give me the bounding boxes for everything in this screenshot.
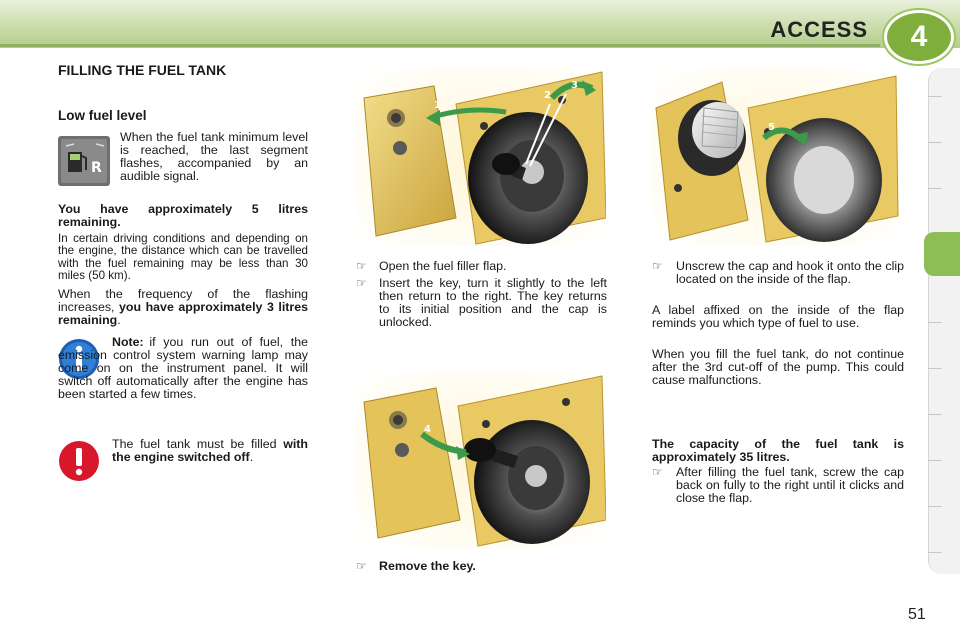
section-title: FILLING THE FUEL TANK — [58, 62, 227, 78]
step-open-flap: Open the fuel filler flap. — [379, 259, 507, 273]
chapter-number-badge: 4 — [884, 10, 954, 64]
flash-text: When the frequency of the flashing increases, — [58, 287, 308, 314]
fig3-label-4: 4 — [424, 424, 431, 435]
flash-bold: you have approximately 3 litres remaining — [58, 300, 308, 327]
bullet-icon: ☞ — [356, 559, 367, 573]
remaining-5-litres: You have approximately 5 litres remaining. — [58, 202, 308, 229]
tank-capacity-text: The capacity of the fuel tank is approximately 35 litres. — [652, 437, 904, 464]
side-tab-divider — [928, 368, 942, 369]
low-fuel-warning-text: When the fuel tank minimum level is reached, the last segment flashes, accompanied by an audible signal. — [120, 130, 308, 183]
step-remove-key: Remove the key. — [379, 559, 476, 573]
note-label: Note: — [112, 335, 144, 349]
side-tab-divider — [928, 96, 942, 97]
fig1-label-2: 2 — [544, 90, 551, 101]
svg-text:R: R — [91, 160, 102, 176]
figure-open-flap-key — [356, 68, 606, 246]
flash-paragraph — [58, 288, 308, 327]
fuel-type-label-text: A label affixed on the inside of the flap reminds you which type of fuel to use. — [652, 303, 904, 330]
warning-text: The fuel tank must be filled — [112, 437, 277, 451]
note-text: if you run out of fuel, the emission control system warning lamp may come on on the instrument panel. It will switch off automatically after the engine has been started a few times. — [58, 335, 308, 401]
fig1-label-1: 1 — [434, 100, 441, 111]
bullet-icon: ☞ — [652, 259, 663, 273]
figure-remove-key — [356, 372, 606, 548]
bullet-icon: ☞ — [652, 465, 663, 479]
pump-cutoff-text: When you fill the fuel tank, do not continue after the 3rd cut-off of the pump. This could cause malfunctions. — [652, 347, 904, 387]
bullet-icon: ☞ — [356, 276, 367, 290]
side-tab-divider — [928, 188, 942, 189]
side-tab-divider — [928, 506, 942, 507]
chapter-title: ACCESS — [770, 17, 868, 42]
side-tab-divider — [928, 414, 942, 415]
side-tab-current-chapter[interactable] — [924, 232, 960, 276]
note-paragraph — [58, 336, 308, 401]
chapter-side-tabs — [928, 68, 960, 574]
fig1-label-3: 3 — [571, 80, 578, 91]
side-tab-divider — [928, 322, 942, 323]
warning-end: . — [249, 450, 254, 464]
fuel-gauge-icon — [58, 136, 110, 186]
side-tab-divider — [928, 142, 942, 143]
side-tab-divider — [928, 552, 942, 553]
figure-cap-unscrewed — [652, 68, 900, 246]
page-number: 51 — [908, 606, 926, 623]
warning-bold: with the engine switched off — [112, 437, 308, 464]
low-fuel-heading: Low fuel level — [58, 108, 147, 123]
side-tab-divider — [928, 460, 942, 461]
bullet-icon: ☞ — [356, 259, 367, 273]
conditions-paragraph: In certain driving conditions and depending on the engine, the distance which can be travelled with the fuel remaining may be less than 30 miles (50 km). — [58, 232, 308, 283]
step-unscrew-cap: Unscrew the cap and hook it onto the clip located on the inside of the flap. — [676, 259, 904, 286]
flash-end: . — [117, 313, 121, 327]
warning-paragraph — [112, 438, 308, 464]
step-insert-key: Insert the key, turn it slightly to the left then return to the right. The key returns to its initial position and the cap is unlocked. — [379, 276, 607, 329]
warning-icon — [58, 440, 100, 482]
step-screw-cap-back: After filling the fuel tank, screw the cap back on fully to the right until it clicks and close the flap. — [676, 465, 904, 505]
header-rule — [0, 44, 880, 47]
fig2-label-5: 5 — [768, 122, 775, 133]
